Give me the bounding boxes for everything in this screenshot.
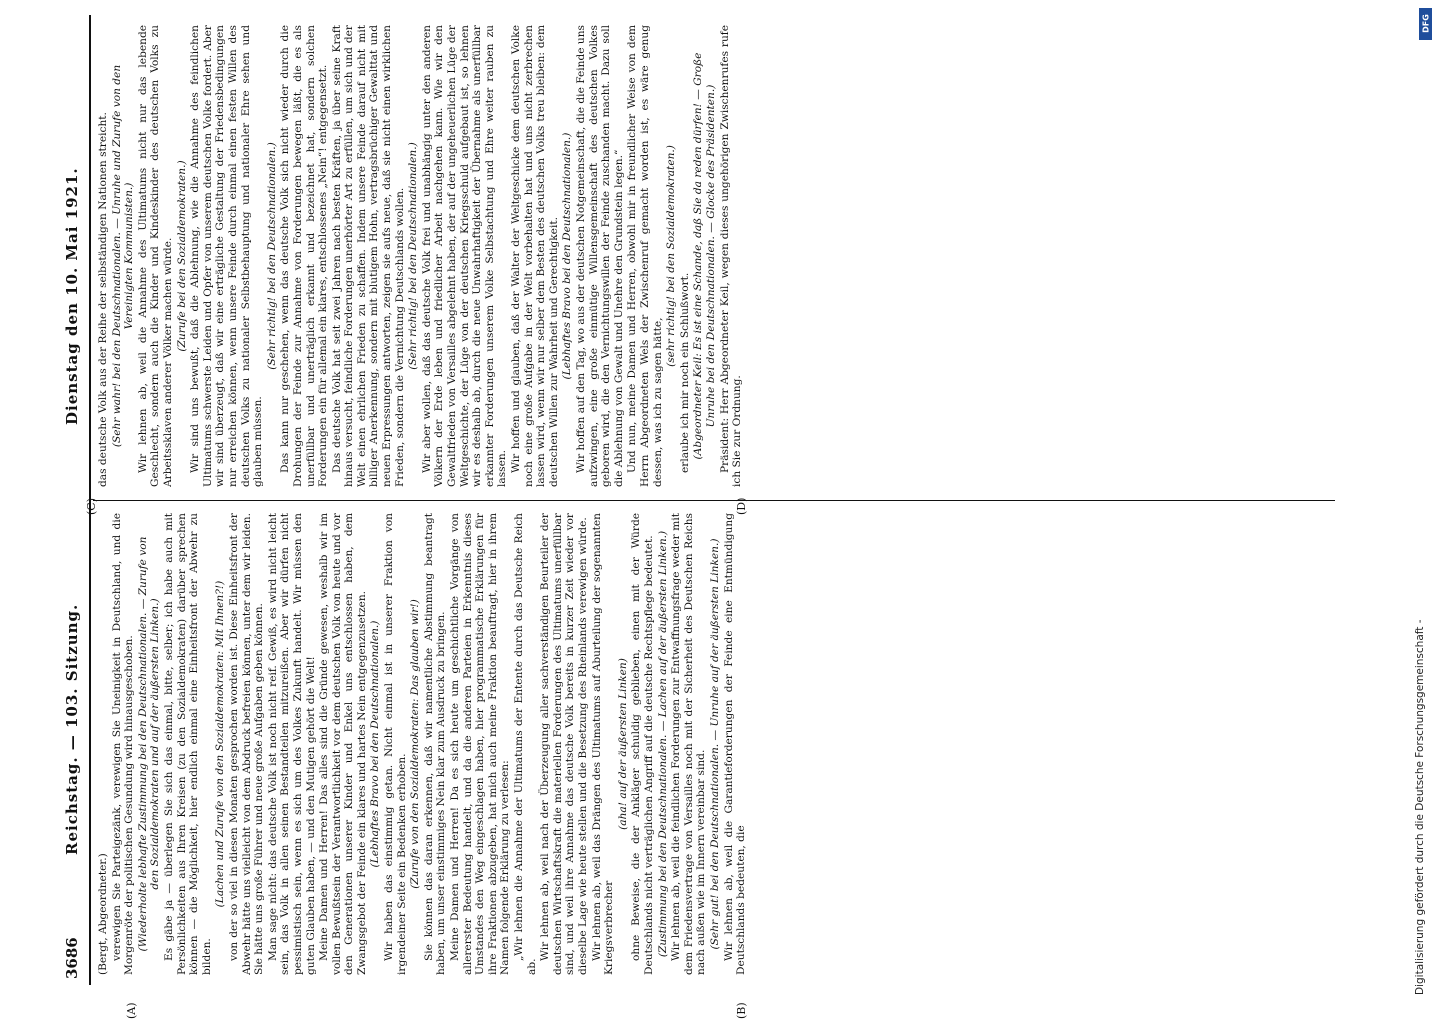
interjection: (Sehr wahr! bei den Deutschnationalen. — Unruhe und Zurufe von den Vereinigten Kommunisten.) xyxy=(110,64,136,448)
paragraph: Wir lehnen ab, weil die feindlichen Forderungen zur Entwaffnungsfrage weder mit dem Friedensvertrage von Versailles noch mit der Sicherheit des Deutschen Reichs nach außen wie im Innern vereinbar sind. xyxy=(670,513,708,975)
interjection: (Lachen und Zurufe von den Sozialdemokraten: Mit Ihnen?!) xyxy=(214,580,227,908)
paragraph: Präsident: Herr Abgeordneter Keil, wegen dieses ungehörigen Zwischenrufes rufe ich Sie zur Ordnung. xyxy=(718,25,744,487)
document-page xyxy=(55,15,1345,1019)
page-header xyxy=(63,15,87,985)
paragraph: Wir haben das einstimmig getan. Nicht einmal ist in unserer Fraktion von irgendeiner Seite ein Bedenken erhoben. xyxy=(383,513,408,975)
paragraph: Das deutsche Volk hat seit zwei Jahren nach besten Kräften, ja über seine Kraft hinaus versucht, feindliche Forderungen unerhörter Art zu erfüllen, um sich und der Welt einen ehrlichen Frieden zu schaffen. Indem unsere Feinde darauf nicht mit billiger Anerkennung, sondern mit blutigem Hohn, vertragsbrüchiger Gewalttat und neuen Erpressungen antworten, zeigen sie aufs neue, daß sie nicht einen wirklichen Frieden, sondern die Vernichtung Deutschlands wollen. xyxy=(330,25,406,487)
interjection: (Wiederholte lebhafte Zustimmung bei den Deutschnationalen. — Zurufe von den Sozialdemokraten und auf der äußersten Linken.) xyxy=(136,536,162,952)
paragraph: erlaube ich mir noch ein Schlußwort. xyxy=(678,272,691,473)
paragraph: Wir hoffen und glauben, daß der Walter der Weltgeschicke dem deutschen Volke noch eine große Aufgabe in der Welt vorbehalten hat und uns nicht zerbrechen lassen wird, wenn wir nur selber dem Besten des deutschen Volks treu bleiben: dem deutschen Willen zur Wahrheit und Gerechtigkeit. xyxy=(510,25,560,487)
paragraph: Wir sind uns bewußt, daß die Ablehnung, wie die Annahme des feindlichen Ultimatums schwerste Leiden und Opfer von unserem deutschen Volke fordert. Aber wir sind überzeugt, daß wir eine erträgliche Gestaltung der Friedensbedingungen nur erreichen können, wenn unsere Feinde durch einmal einen festen Willen des deutschen Volks zu nationaler Selbstbehauptung und nationaler Ehre sehen und glauben müssen. xyxy=(189,25,265,487)
paragraph: Meine Damen und Herren! Da es sich heute um geschichtliche Vorgänge von allererster Bedeutung handelt, und da die anderen Parteien in Erkenntnis dieses Umstandes den Weg eingeschlagen haben, hier programmatische Erklärungen für ihre Fraktionen abzugeben, hat mich auch meine Fraktion beauftragt, hier in ihrem Namen folgende Erklärung zu verlesen: xyxy=(449,513,512,975)
running-head-right: Dienstag den 10. Mai 1921. xyxy=(63,167,81,425)
paragraph: das deutsche Volk aus der Reihe der selbständigen Nationen streicht. xyxy=(97,112,109,487)
interjection: (aha! auf der äußersten Linken) xyxy=(616,658,629,830)
paragraph: Wir lehnen ab, weil die Annahme des Ultimatums nicht nur das lebende Geschlecht, sondern auch die Kinder und Kindeskinder des deutschen Volks zu Arbeitssklaven anderer Völker machen würde. xyxy=(136,25,174,487)
paragraph: ohne Beweise, die der Ankläger schuldig geblieben, einen mit der Würde Deutschlands nicht verträglichen Angriff auf die deutsche Rechtspflege bedeutet. xyxy=(630,513,655,975)
dfg-logo-text: DFG xyxy=(1421,14,1431,33)
interjection: (Lebhaftes Bravo bei den Deutschnationalen.) xyxy=(561,132,574,380)
paragraph: Meine Damen und Herren! Das alles sind die Gründe gewesen, weshalb wir im vollen Bewußtsein der Verantwortlichkeit vor dem deutschen Volk von heute und vor den Generationen unserer Kinder und Enkel uns entschlossen haben, dem Zwangsgebot der Feinde ein klares und hartes Nein entgegenzusetzen. xyxy=(318,513,368,975)
page-number: 3686 xyxy=(63,937,81,979)
paragraph: Und nun, meine Damen und Herren, obwohl mir in freundlicher Weise von dem Herrn Abgeordneten Wels der Zwischenruf gemacht worden ist, es wäre genug dessen, was ich zu sagen hätte, xyxy=(626,25,664,487)
paragraph: Man sage nicht: das deutsche Volk ist noch nicht reif. Gewiß, es wird nicht leicht sein, das Volk in allen seinen Bestandteilen mitzureißen. Aber wir dürfen nicht pessimistisch sein, wenn es sich um des Volkes Zukunft handelt. Wir müssen den guten Glauben haben, — und den Mutigen gehört die Welt! xyxy=(266,513,317,975)
interjection: (Sehr gut! bei den Deutschnationalen. — Unruhe auf der äußersten Linken.) xyxy=(708,538,721,950)
margin-marker-a: (A) xyxy=(125,1002,138,1019)
paragraph: Wir lehnen ab, weil nach der Überzeugung aller sachverständigen Beurteiler der deutschen Wirtschaftskraft die materiellen Forderungen des Ultimatums unerfüllbar sind, und weil ihre Annahme das deutsche Volk bereits in kurzer Zeit wieder vor dieselbe Lage wie heute stellen und die Besetzung des Rheinlands verewigen würde. xyxy=(539,513,589,975)
margin-marker-d: (D) xyxy=(735,497,748,515)
paragraph: „Wir lehnen die Annahme der Ultimatums der Entente durch das Deutsche Reich ab. xyxy=(513,513,538,975)
interjection: (Zustimmung bei den Deutschnationalen. — Lachen auf der äußersten Linken.) xyxy=(656,530,669,958)
paragraph: von der so viel in diesen Monaten gesprochen worden ist. Diese Einheitsfront der Abwehr hätte uns vielleicht von dem Abdruck befreien können, unter dem wir leiden. Sie hätte uns große Führer und neue große Aufgaben geben können. xyxy=(227,513,266,975)
paragraph: Wir aber wollen, daß das deutsche Volk frei und unabhängig unter den anderen Völkern der Erde leben und friedlicher Arbeit nachgehen kann. Wie wir den Gewaltfrieden von Versailles abgelehnt haben, der auf der ungeheuerlichen Lüge der Weltgeschichte, der Lüge von der deutschen Kriegsschuld aufgebaut ist, so lehnen wir es deshalb ab, durch die neue Unwahrhaftigkeit der Übernahme als unerfüllbar erkannter Forderungen unserem Volke Selbstachtung und Ehre weiter rauben zu lassen. xyxy=(420,25,509,487)
dfg-logo xyxy=(1419,8,1432,40)
margin-marker-b: (B) xyxy=(735,1002,748,1019)
paragraph: Sie können das daran erkennen, daß wir namentliche Abstimmung beantragt haben, um unser einstimmiges Nein klar zum Ausdruck zu bringen. xyxy=(422,513,448,975)
left-column xyxy=(97,513,1335,975)
column-divider xyxy=(93,500,1335,501)
interjection: (Sehr richtig! bei den Deutschnationalen.) xyxy=(265,142,278,370)
paragraph: Wir hoffen auf den Tag, wo aus der deutschen Notgemeinschaft, die die Feinde uns aufzwingen, eine große einmütige Willensgemeinschaft des deutschen Volkes geboren wird, die den Vernichtungswillen der Feinde zuschanden macht. Dazu soll die Ablehnung von Gewalt und Unehre den Grundstein legen.“ xyxy=(574,25,625,487)
running-head-left: Reichstag. — 103. Sitzung. xyxy=(63,603,81,855)
interjection: (Zurufe von den Sozialdemokraten: Das glauben wir!) xyxy=(409,599,422,889)
interjection: (Lebhaftes Bravo bei den Deutschnationalen.) xyxy=(369,620,382,868)
margin-marker-c: (C) xyxy=(85,498,98,515)
paragraph: Es gäbe ja — überlegen Sie sich das einmal, bitte, selber; ich habe auch mit Persönlichkeiten aus Ihren Kreisen (zu den Sozialdemokraten) darüber sprechen können — die Möglichkeit, hier endlich einmal eine Einheitsfront der Abwehr zu bilden. xyxy=(162,513,213,975)
interjection: (sehr richtig! bei den Sozialdemokraten.) xyxy=(665,145,678,367)
digitization-credit: Digitalisierung gefördert durch die Deutsche Forschungsgemeinschaft - xyxy=(1414,619,1426,995)
interjection: (Zurufe bei den Sozialdemokraten.) xyxy=(175,160,188,352)
paragraph: Wir lehnen ab, weil die Garantieforderungen der Feinde eine Entmündigung Deutschlands bedeuten, die xyxy=(722,513,748,975)
paragraph: verewigen Sie Parteigezänk, verewigen Sie Uneinigkeit in Deutschland, und die Morgenröte der politischen Gesundung wird hinausgeschoben. xyxy=(110,513,136,975)
paragraph: Wir lehnen ab, weil das Drängen des Ultimatums auf Aburteilung der sogenannten Kriegsverbrecher xyxy=(590,513,616,975)
interjection: (Abgeordneter Keil: Es ist eine Schande, daß Sie da reden dürfen! — Große Unruhe bei den Deutschnationalen. — Glocke des Präsidenten.) xyxy=(692,52,717,460)
right-column xyxy=(97,25,1335,487)
paragraph: (Bergt, Abgeordneter.) xyxy=(97,853,109,975)
paragraph: Das kann nur geschehen, wenn das deutsche Volk sich nicht wieder durch die Drohungen der Feinde zur Annahme von Forderungen bewegen läßt, die es als unerfüllbar und unerträglich erkannt und bezeichnet hat, sondern solchen Forderungen ein für allemal ein klares, entschlossenes „Nein“! entgegensetzt. xyxy=(279,25,330,487)
interjection: (Sehr richtig! bei den Deutschnationalen.) xyxy=(407,142,420,370)
